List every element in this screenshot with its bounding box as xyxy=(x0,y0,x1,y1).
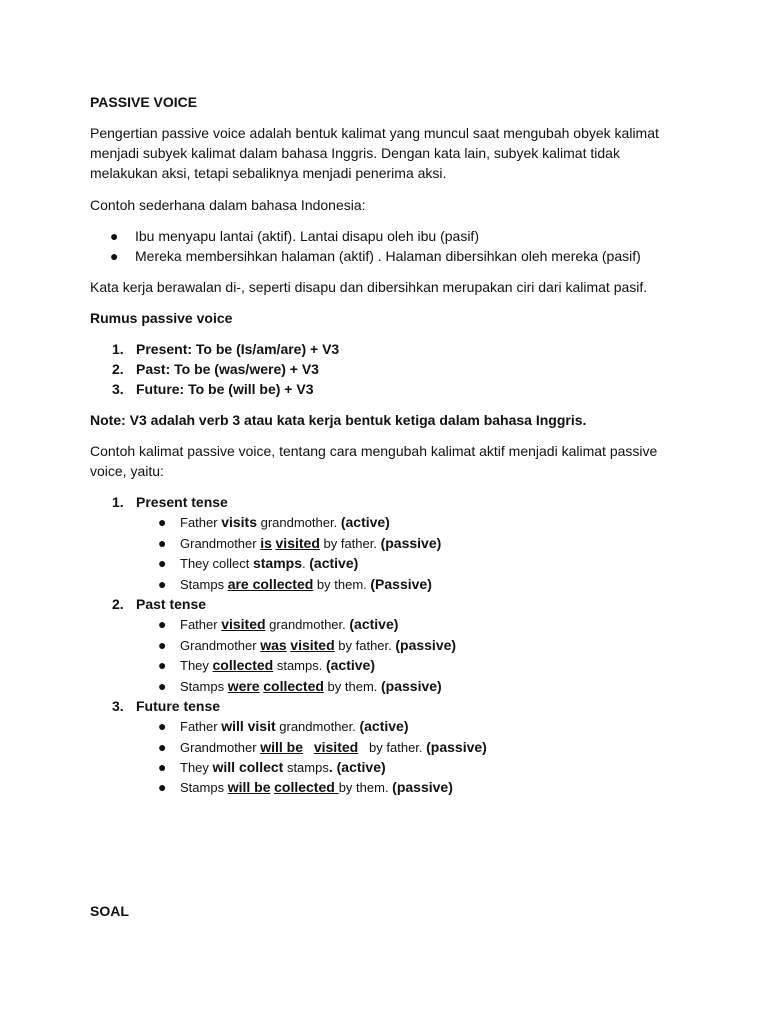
emphasis-fragment: (active) xyxy=(325,657,375,674)
emphasis-fragment: (active) xyxy=(359,718,409,735)
emphasis-fragment: was xyxy=(260,636,287,653)
sentence-text xyxy=(180,553,358,574)
bullet-icon: ● xyxy=(158,759,167,776)
sentence-fragment xyxy=(303,740,314,755)
sentence-fragment: by father. xyxy=(358,739,427,755)
sentence-text xyxy=(180,614,398,635)
sentence-fragment: grandmother. xyxy=(275,719,360,735)
list-number: 3. xyxy=(112,697,124,714)
emphasis-fragment: will be xyxy=(260,738,303,755)
sentence-fragment: Grandmother xyxy=(180,637,261,653)
emphasis-fragment: (passive) xyxy=(392,779,453,796)
sentence-fragment: by them. xyxy=(323,678,382,694)
list-number: 2. xyxy=(112,595,124,612)
sentence-fragment: Stamps xyxy=(180,780,228,796)
sentence-fragment: by them. xyxy=(338,780,393,796)
emphasis-fragment: (active) xyxy=(349,616,399,633)
sentence-fragment: They xyxy=(180,760,213,776)
emphasis-fragment: were xyxy=(227,677,260,694)
sentence-fragment: They xyxy=(180,658,213,674)
emphasis-fragment: will collect xyxy=(212,759,284,776)
rumus-heading: Rumus passive voice xyxy=(90,310,233,326)
sentence-fragment: grandmother. xyxy=(257,515,341,531)
list-item-text: Past: To be (was/were) + V3 xyxy=(136,361,319,377)
emphasis-fragment: visited xyxy=(313,738,359,755)
emphasis-fragment: stamps xyxy=(252,555,303,572)
bullet-icon: ● xyxy=(158,616,167,633)
sentence-fragment: grandmother. xyxy=(265,617,350,633)
bullet-icon: ● xyxy=(110,248,119,264)
sentence-text xyxy=(180,512,390,533)
sentence-text xyxy=(180,635,456,656)
sentence-fragment: . xyxy=(302,556,310,572)
sentence-text xyxy=(180,574,432,595)
sentence-fragment: stamps. xyxy=(273,658,326,674)
bullet-icon: ● xyxy=(158,636,167,653)
list-number: 1. xyxy=(112,494,124,510)
emphasis-fragment: visited xyxy=(275,534,320,551)
emphasis-fragment: (passive) xyxy=(381,677,442,694)
sentence-text xyxy=(180,737,487,758)
sentence-text xyxy=(180,655,375,676)
list-item-text: Present: To be (Is/am/are) + V3 xyxy=(136,341,340,357)
sentence-fragment: Father xyxy=(180,515,222,531)
sentence-fragment: Grandmother xyxy=(180,535,261,551)
sentence-fragment: stamps xyxy=(283,760,329,776)
sentence-fragment: Stamps xyxy=(180,678,228,694)
emphasis-fragment: are collected xyxy=(227,575,314,592)
contoh-line: voice, yaitu: xyxy=(90,463,164,479)
note-text: Note: V3 adalah verb 3 atau kata kerja bentuk ketiga dalam bahasa Inggris. xyxy=(90,412,587,428)
tense-label: Past tense xyxy=(136,595,207,612)
bullet-icon: ● xyxy=(110,228,119,244)
sentence-fragment: Grandmother xyxy=(180,739,261,755)
emphasis-fragment: (active) xyxy=(309,555,359,572)
emphasis-fragment: collected xyxy=(263,677,324,694)
sentence-text xyxy=(180,676,442,697)
intro-line: menjadi subyek kalimat dalam bahasa Inggris. Dengan kata lain, subyek kalimat tidak xyxy=(90,145,620,161)
bullet-icon: ● xyxy=(158,657,167,674)
bullet-icon: ● xyxy=(158,718,167,735)
sentence-text xyxy=(180,757,386,778)
emphasis-fragment: will visit xyxy=(221,718,276,735)
emphasis-fragment: (passive) xyxy=(426,738,487,755)
tense-label: Present tense xyxy=(136,494,228,510)
emphasis-fragment: collected xyxy=(274,779,339,796)
emphasis-fragment: collected xyxy=(212,657,274,674)
bullet-icon: ● xyxy=(158,534,167,551)
soal-heading: SOAL xyxy=(90,903,129,919)
emphasis-fragment: (Passive) xyxy=(370,575,432,592)
sentence-fragment: Father xyxy=(180,617,222,633)
sentence-fragment: Stamps xyxy=(180,576,228,592)
sentence-text xyxy=(180,716,409,737)
bullet-icon: ● xyxy=(158,738,167,755)
sentence-text xyxy=(180,533,441,554)
contoh-line: Contoh kalimat passive voice, tentang cara mengubah kalimat aktif menjadi kalimat passive xyxy=(90,443,658,459)
sentence-text xyxy=(180,777,453,798)
emphasis-fragment: is xyxy=(260,534,272,551)
list-number: 1. xyxy=(112,341,124,357)
emphasis-fragment: (active) xyxy=(340,514,390,531)
tense-label: Future tense xyxy=(136,697,221,714)
bullet-icon: ● xyxy=(158,779,167,796)
verb-note: Kata kerja berawalan di-, seperti disapu dan dibersihkan merupakan ciri dari kalimat pasif. xyxy=(90,279,648,295)
emphasis-fragment: . (active) xyxy=(328,759,386,776)
list-number: 2. xyxy=(112,361,124,377)
list-item-text: Mereka membersihkan halaman (aktif) . Halaman dibersihkan oleh mereka (pasif) xyxy=(135,248,641,264)
list-item-text: Future: To be (will be) + V3 xyxy=(136,381,314,397)
emphasis-fragment: (passive) xyxy=(380,534,442,551)
intro-paragraph xyxy=(90,123,659,183)
emphasis-fragment: visited xyxy=(221,616,266,633)
bullet-icon: ● xyxy=(158,677,167,694)
emphasis-fragment: visited xyxy=(290,636,335,653)
list-number: 3. xyxy=(112,381,124,397)
contoh-paragraph xyxy=(90,441,657,481)
emphasis-fragment: visits xyxy=(221,514,257,531)
sentence-fragment: They collect xyxy=(180,556,253,572)
intro-line: Pengertian passive voice adalah bentuk kalimat yang muncul saat mengubah obyek kalimat xyxy=(90,125,659,141)
bullet-icon: ● xyxy=(158,555,167,572)
intro-line: melakukan aksi, tetapi sebaliknya menjadi penerima aksi. xyxy=(90,165,447,181)
bullet-icon: ● xyxy=(158,575,167,592)
sentence-fragment: by father. xyxy=(334,637,396,653)
list-item-text: Ibu menyapu lantai (aktif). Lantai disapu oleh ibu (pasif) xyxy=(135,228,479,244)
emphasis-fragment: will be xyxy=(227,779,271,796)
page-title: PASSIVE VOICE xyxy=(90,94,198,110)
bullet-icon: ● xyxy=(158,514,167,531)
sentence-fragment: by father. xyxy=(319,535,381,551)
sentence-fragment: by them. xyxy=(313,576,371,592)
sentence-fragment: Father xyxy=(180,719,222,735)
example-intro: Contoh sederhana dalam bahasa Indonesia: xyxy=(90,197,366,213)
emphasis-fragment: (passive) xyxy=(395,636,457,653)
